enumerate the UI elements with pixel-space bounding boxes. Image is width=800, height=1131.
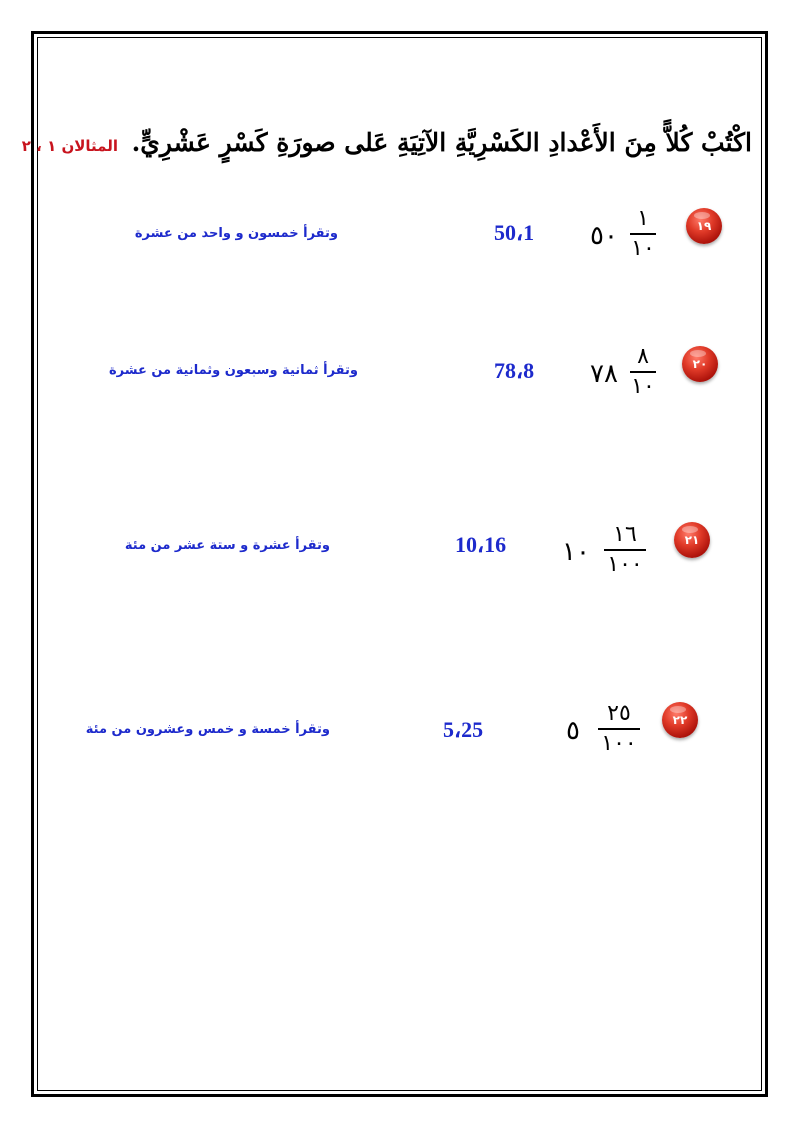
decimal-answer: 5،25: [443, 717, 484, 742]
instruction-text: اكْتُبْ كُلاًّ مِنَ الأَعْدادِ الكَسْرِيَّةِ الآتِيَةِ عَلى صورَةِ كَسْرٍ عَشْرِيٍّ.: [131, 128, 752, 157]
reading-text: وتقرأ ثمانية وسبعون وثمانية من عشرة: [108, 363, 358, 378]
denominator: ١٠٠: [601, 731, 637, 756]
whole-part: ٥٠: [590, 221, 618, 251]
mixed-number: [566, 702, 656, 762]
numerator: ١: [637, 206, 649, 231]
whole-part: ١٠: [562, 537, 590, 567]
mixed-number: [562, 523, 652, 583]
reading-text: وتقرأ خمسون و واحد من عشرة: [134, 226, 338, 241]
decimal-answer: 10،16: [455, 532, 507, 557]
exercise-instruction: [21, 128, 752, 157]
denominator: ١٠: [631, 236, 655, 261]
fraction-bar: [604, 549, 646, 551]
fraction-bar: [598, 728, 640, 730]
fraction: [630, 207, 656, 261]
denominator: ١٠: [631, 374, 655, 399]
mixed-number: [590, 207, 670, 267]
decimal-answer: 50،1: [494, 220, 535, 245]
fraction: [630, 345, 656, 399]
fraction: [598, 702, 640, 756]
numerator: ٢٥: [607, 701, 631, 726]
page-border-inner: [37, 37, 762, 1091]
numerator: ١٦: [613, 522, 637, 547]
exercise-number-badge: ٢١: [674, 522, 710, 558]
denominator: ١٠٠: [607, 552, 643, 577]
instruction-reference: المثالان ١ ، ٢: [21, 137, 119, 155]
decimal-answer: 78،8: [494, 358, 535, 383]
fraction-bar: [630, 233, 656, 235]
whole-part: ٧٨: [590, 359, 618, 389]
reading-text: وتقرأ خمسة و خمس وعشرون من مئة: [85, 722, 330, 737]
exercise-number-badge: ٢٢: [662, 702, 698, 738]
exercise-number-badge: ٢٠: [682, 346, 718, 382]
exercise-number-badge: ١٩: [686, 208, 722, 244]
fraction: [604, 523, 646, 577]
whole-part: ٥: [566, 716, 580, 746]
reading-text: وتقرأ عشرة و ستة عشر من مئة: [124, 538, 330, 553]
mixed-number: [590, 345, 670, 405]
fraction-bar: [630, 371, 656, 373]
numerator: ٨: [637, 344, 649, 369]
